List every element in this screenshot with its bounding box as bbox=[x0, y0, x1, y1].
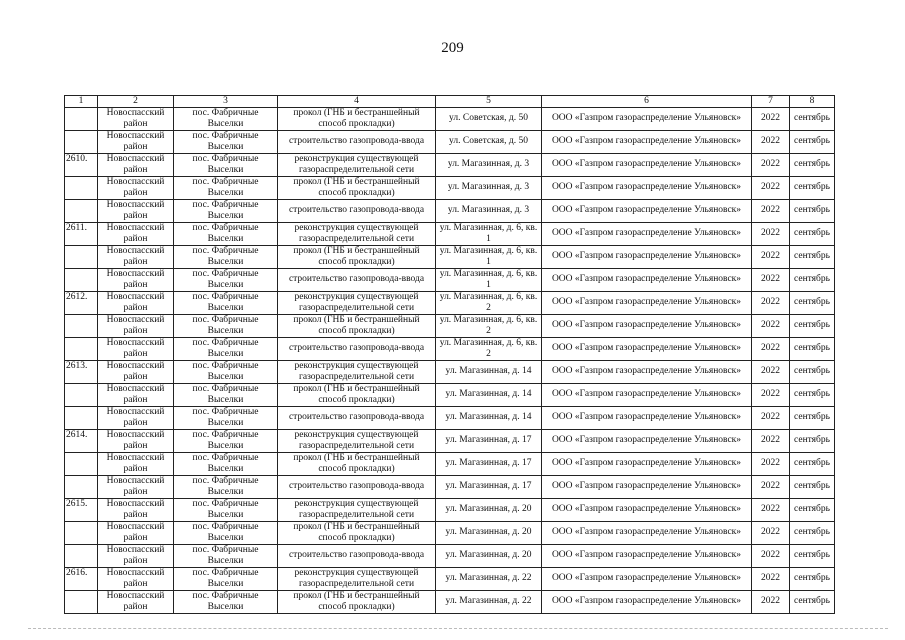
cell-address: ул. Магазинная, д. 14 bbox=[436, 406, 542, 429]
cell-district: Новоспасский район bbox=[98, 360, 174, 383]
cell-organization: ООО «Газпром газораспределение Ульяновск» bbox=[542, 291, 752, 314]
cell-district: Новоспасский район bbox=[98, 268, 174, 291]
cell-month: сентябрь bbox=[790, 567, 835, 590]
cell-month: сентябрь bbox=[790, 360, 835, 383]
cell-work-type: строительство газопровода-ввода bbox=[278, 406, 436, 429]
cell-address: ул. Магазинная, д. 3 bbox=[436, 199, 542, 222]
cell-organization: ООО «Газпром газораспределение Ульяновск» bbox=[542, 406, 752, 429]
cell-month: сентябрь bbox=[790, 176, 835, 199]
cell-month: сентябрь bbox=[790, 383, 835, 406]
table-row bbox=[65, 475, 835, 498]
cell-organization: ООО «Газпром газораспределение Ульяновск» bbox=[542, 245, 752, 268]
cell-address: ул. Магазинная, д. 6, кв. 2 bbox=[436, 337, 542, 360]
cell-settlement: пос. Фабричные Выселки bbox=[174, 130, 278, 153]
cell-settlement: пос. Фабричные Выселки bbox=[174, 222, 278, 245]
cell-year: 2022 bbox=[752, 452, 790, 475]
cell-month: сентябрь bbox=[790, 199, 835, 222]
cell-month: сентябрь bbox=[790, 521, 835, 544]
cell-month: сентябрь bbox=[790, 337, 835, 360]
cell-settlement: пос. Фабричные Выселки bbox=[174, 107, 278, 130]
cell-organization: ООО «Газпром газораспределение Ульяновск» bbox=[542, 360, 752, 383]
cell-address: ул. Магазинная, д. 3 bbox=[436, 176, 542, 199]
page-number: 209 bbox=[441, 40, 464, 56]
page-edge-divider bbox=[28, 628, 888, 629]
cell-address: ул. Магазинная, д. 14 bbox=[436, 360, 542, 383]
cell-month: сентябрь bbox=[790, 429, 835, 452]
cell-work-type: прокол (ГНБ и бестраншейный способ прокладки) bbox=[278, 107, 436, 130]
cell-month: сентябрь bbox=[790, 498, 835, 521]
table-row bbox=[65, 222, 835, 245]
cell-address: ул. Магазинная, д. 6, кв. 1 bbox=[436, 245, 542, 268]
cell-year: 2022 bbox=[752, 383, 790, 406]
cell-settlement: пос. Фабричные Выселки bbox=[174, 521, 278, 544]
cell-settlement: пос. Фабричные Выселки bbox=[174, 199, 278, 222]
cell-month: сентябрь bbox=[790, 107, 835, 130]
cell-address: ул. Магазинная, д. 22 bbox=[436, 567, 542, 590]
column-header: 2 bbox=[98, 96, 174, 108]
cell-work-type: прокол (ГНБ и бестраншейный способ прокладки) bbox=[278, 383, 436, 406]
column-header: 1 bbox=[65, 96, 98, 108]
cell-district: Новоспасский район bbox=[98, 590, 174, 613]
cell-settlement: пос. Фабричные Выселки bbox=[174, 429, 278, 452]
cell-number bbox=[65, 521, 98, 544]
table-row bbox=[65, 567, 835, 590]
cell-settlement: пос. Фабричные Выселки bbox=[174, 406, 278, 429]
cell-work-type: прокол (ГНБ и бестраншейный способ прокладки) bbox=[278, 176, 436, 199]
cell-work-type: реконструкция существующей газораспределительной сети bbox=[278, 360, 436, 383]
cell-district: Новоспасский район bbox=[98, 245, 174, 268]
cell-address: ул. Магазинная, д. 17 bbox=[436, 475, 542, 498]
column-header: 6 bbox=[542, 96, 752, 108]
cell-number: 2614. bbox=[65, 429, 98, 452]
cell-year: 2022 bbox=[752, 521, 790, 544]
table-row bbox=[65, 314, 835, 337]
cell-district: Новоспасский район bbox=[98, 199, 174, 222]
cell-number bbox=[65, 130, 98, 153]
table-row bbox=[65, 383, 835, 406]
cell-work-type: реконструкция существующей газораспределительной сети bbox=[278, 222, 436, 245]
cell-number bbox=[65, 590, 98, 613]
cell-address: ул. Магазинная, д. 20 bbox=[436, 498, 542, 521]
table-row bbox=[65, 130, 835, 153]
cell-year: 2022 bbox=[752, 153, 790, 176]
table-row bbox=[65, 360, 835, 383]
cell-address: ул. Советская, д. 50 bbox=[436, 130, 542, 153]
cell-number bbox=[65, 406, 98, 429]
cell-work-type: реконструкция существующей газораспределительной сети bbox=[278, 153, 436, 176]
cell-work-type: строительство газопровода-ввода bbox=[278, 544, 436, 567]
cell-number bbox=[65, 245, 98, 268]
cell-number: 2616. bbox=[65, 567, 98, 590]
table-row bbox=[65, 176, 835, 199]
column-header: 8 bbox=[790, 96, 835, 108]
cell-year: 2022 bbox=[752, 107, 790, 130]
cell-number: 2611. bbox=[65, 222, 98, 245]
cell-year: 2022 bbox=[752, 268, 790, 291]
cell-year: 2022 bbox=[752, 544, 790, 567]
table-row bbox=[65, 498, 835, 521]
cell-month: сентябрь bbox=[790, 406, 835, 429]
cell-number bbox=[65, 176, 98, 199]
cell-settlement: пос. Фабричные Выселки bbox=[174, 360, 278, 383]
cell-address: ул. Магазинная, д. 6, кв. 2 bbox=[436, 314, 542, 337]
cell-organization: ООО «Газпром газораспределение Ульяновск» bbox=[542, 567, 752, 590]
cell-year: 2022 bbox=[752, 498, 790, 521]
cell-settlement: пос. Фабричные Выселки bbox=[174, 176, 278, 199]
cell-month: сентябрь bbox=[790, 452, 835, 475]
cell-organization: ООО «Газпром газораспределение Ульяновск» bbox=[542, 222, 752, 245]
cell-work-type: реконструкция существующей газораспределительной сети bbox=[278, 498, 436, 521]
cell-work-type: строительство газопровода-ввода bbox=[278, 337, 436, 360]
cell-district: Новоспасский район bbox=[98, 383, 174, 406]
table-row bbox=[65, 268, 835, 291]
cell-number bbox=[65, 337, 98, 360]
cell-organization: ООО «Газпром газораспределение Ульяновск» bbox=[542, 475, 752, 498]
cell-district: Новоспасский район bbox=[98, 176, 174, 199]
cell-district: Новоспасский район bbox=[98, 222, 174, 245]
cell-work-type: прокол (ГНБ и бестраншейный способ прокладки) bbox=[278, 590, 436, 613]
cell-organization: ООО «Газпром газораспределение Ульяновск» bbox=[542, 337, 752, 360]
table-row bbox=[65, 544, 835, 567]
cell-work-type: строительство газопровода-ввода bbox=[278, 130, 436, 153]
cell-number bbox=[65, 452, 98, 475]
header-row bbox=[65, 96, 835, 108]
cell-address: ул. Магазинная, д. 17 bbox=[436, 452, 542, 475]
column-header: 3 bbox=[174, 96, 278, 108]
cell-address: ул. Магазинная, д. 6, кв. 1 bbox=[436, 268, 542, 291]
cell-work-type: реконструкция существующей газораспределительной сети bbox=[278, 429, 436, 452]
cell-month: сентябрь bbox=[790, 268, 835, 291]
cell-settlement: пос. Фабричные Выселки bbox=[174, 268, 278, 291]
cell-address: ул. Магазинная, д. 22 bbox=[436, 590, 542, 613]
cell-settlement: пос. Фабричные Выселки bbox=[174, 475, 278, 498]
table-row bbox=[65, 291, 835, 314]
table-row bbox=[65, 429, 835, 452]
cell-address: ул. Советская, д. 50 bbox=[436, 107, 542, 130]
cell-settlement: пос. Фабричные Выселки bbox=[174, 291, 278, 314]
cell-work-type: прокол (ГНБ и бестраншейный способ прокладки) bbox=[278, 521, 436, 544]
cell-address: ул. Магазинная, д. 20 bbox=[436, 521, 542, 544]
cell-district: Новоспасский район bbox=[98, 406, 174, 429]
cell-organization: ООО «Газпром газораспределение Ульяновск» bbox=[542, 383, 752, 406]
cell-settlement: пос. Фабричные Выселки bbox=[174, 314, 278, 337]
cell-year: 2022 bbox=[752, 176, 790, 199]
column-header: 7 bbox=[752, 96, 790, 108]
cell-work-type: реконструкция существующей газораспределительной сети bbox=[278, 291, 436, 314]
cell-number bbox=[65, 107, 98, 130]
cell-month: сентябрь bbox=[790, 130, 835, 153]
cell-district: Новоспасский район bbox=[98, 498, 174, 521]
cell-settlement: пос. Фабричные Выселки bbox=[174, 383, 278, 406]
cell-organization: ООО «Газпром газораспределение Ульяновск» bbox=[542, 544, 752, 567]
cell-month: сентябрь bbox=[790, 291, 835, 314]
cell-address: ул. Магазинная, д. 6, кв. 1 bbox=[436, 222, 542, 245]
cell-district: Новоспасский район bbox=[98, 521, 174, 544]
table-row bbox=[65, 245, 835, 268]
cell-work-type: строительство газопровода-ввода bbox=[278, 475, 436, 498]
cell-month: сентябрь bbox=[790, 245, 835, 268]
cell-number: 2615. bbox=[65, 498, 98, 521]
cell-organization: ООО «Газпром газораспределение Ульяновск» bbox=[542, 452, 752, 475]
cell-month: сентябрь bbox=[790, 222, 835, 245]
cell-year: 2022 bbox=[752, 360, 790, 383]
cell-month: сентябрь bbox=[790, 544, 835, 567]
cell-district: Новоспасский район bbox=[98, 475, 174, 498]
cell-number bbox=[65, 314, 98, 337]
cell-year: 2022 bbox=[752, 199, 790, 222]
cell-settlement: пос. Фабричные Выселки bbox=[174, 245, 278, 268]
table-row bbox=[65, 590, 835, 613]
cell-year: 2022 bbox=[752, 245, 790, 268]
cell-number bbox=[65, 199, 98, 222]
cell-year: 2022 bbox=[752, 406, 790, 429]
cell-number bbox=[65, 383, 98, 406]
table-row bbox=[65, 452, 835, 475]
cell-settlement: пос. Фабричные Выселки bbox=[174, 567, 278, 590]
cell-district: Новоспасский район bbox=[98, 337, 174, 360]
cell-number bbox=[65, 268, 98, 291]
cell-district: Новоспасский район bbox=[98, 107, 174, 130]
cell-year: 2022 bbox=[752, 475, 790, 498]
cell-organization: ООО «Газпром газораспределение Ульяновск» bbox=[542, 130, 752, 153]
cell-organization: ООО «Газпром газораспределение Ульяновск» bbox=[542, 107, 752, 130]
cell-address: ул. Магазинная, д. 20 bbox=[436, 544, 542, 567]
cell-organization: ООО «Газпром газораспределение Ульяновск» bbox=[542, 199, 752, 222]
table-row bbox=[65, 107, 835, 130]
cell-year: 2022 bbox=[752, 291, 790, 314]
works-table bbox=[64, 95, 835, 614]
cell-address: ул. Магазинная, д. 14 bbox=[436, 383, 542, 406]
table-body bbox=[65, 107, 835, 613]
cell-address: ул. Магазинная, д. 6, кв. 2 bbox=[436, 291, 542, 314]
cell-year: 2022 bbox=[752, 590, 790, 613]
table-row bbox=[65, 406, 835, 429]
cell-settlement: пос. Фабричные Выселки bbox=[174, 337, 278, 360]
cell-work-type: строительство газопровода-ввода bbox=[278, 199, 436, 222]
cell-district: Новоспасский район bbox=[98, 314, 174, 337]
cell-district: Новоспасский район bbox=[98, 544, 174, 567]
cell-district: Новоспасский район bbox=[98, 567, 174, 590]
cell-district: Новоспасский район bbox=[98, 429, 174, 452]
cell-organization: ООО «Газпром газораспределение Ульяновск» bbox=[542, 590, 752, 613]
cell-district: Новоспасский район bbox=[98, 291, 174, 314]
cell-organization: ООО «Газпром газораспределение Ульяновск» bbox=[542, 521, 752, 544]
cell-district: Новоспасский район bbox=[98, 452, 174, 475]
cell-settlement: пос. Фабричные Выселки bbox=[174, 498, 278, 521]
cell-district: Новоспасский район bbox=[98, 153, 174, 176]
cell-organization: ООО «Газпром газораспределение Ульяновск» bbox=[542, 268, 752, 291]
cell-month: сентябрь bbox=[790, 590, 835, 613]
cell-work-type: строительство газопровода-ввода bbox=[278, 268, 436, 291]
cell-year: 2022 bbox=[752, 429, 790, 452]
cell-year: 2022 bbox=[752, 567, 790, 590]
cell-organization: ООО «Газпром газораспределение Ульяновск» bbox=[542, 498, 752, 521]
column-header: 5 bbox=[436, 96, 542, 108]
cell-address: ул. Магазинная, д. 3 bbox=[436, 153, 542, 176]
cell-month: сентябрь bbox=[790, 314, 835, 337]
cell-work-type: реконструкция существующей газораспределительной сети bbox=[278, 567, 436, 590]
cell-month: сентябрь bbox=[790, 475, 835, 498]
cell-settlement: пос. Фабричные Выселки bbox=[174, 590, 278, 613]
column-header: 4 bbox=[278, 96, 436, 108]
table-row bbox=[65, 199, 835, 222]
cell-work-type: прокол (ГНБ и бестраншейный способ прокладки) bbox=[278, 245, 436, 268]
table-row bbox=[65, 521, 835, 544]
cell-work-type: прокол (ГНБ и бестраншейный способ прокладки) bbox=[278, 452, 436, 475]
cell-address: ул. Магазинная, д. 17 bbox=[436, 429, 542, 452]
cell-number bbox=[65, 475, 98, 498]
cell-year: 2022 bbox=[752, 337, 790, 360]
cell-number: 2613. bbox=[65, 360, 98, 383]
cell-settlement: пос. Фабричные Выселки bbox=[174, 452, 278, 475]
table-row bbox=[65, 337, 835, 360]
cell-settlement: пос. Фабричные Выселки bbox=[174, 544, 278, 567]
cell-organization: ООО «Газпром газораспределение Ульяновск» bbox=[542, 314, 752, 337]
cell-organization: ООО «Газпром газораспределение Ульяновск» bbox=[542, 176, 752, 199]
table-row bbox=[65, 153, 835, 176]
cell-district: Новоспасский район bbox=[98, 130, 174, 153]
cell-settlement: пос. Фабричные Выселки bbox=[174, 153, 278, 176]
cell-number bbox=[65, 544, 98, 567]
cell-organization: ООО «Газпром газораспределение Ульяновск» bbox=[542, 153, 752, 176]
cell-organization: ООО «Газпром газораспределение Ульяновск» bbox=[542, 429, 752, 452]
cell-work-type: прокол (ГНБ и бестраншейный способ прокладки) bbox=[278, 314, 436, 337]
cell-number: 2612. bbox=[65, 291, 98, 314]
cell-year: 2022 bbox=[752, 314, 790, 337]
cell-number: 2610. bbox=[65, 153, 98, 176]
cell-year: 2022 bbox=[752, 222, 790, 245]
cell-month: сентябрь bbox=[790, 153, 835, 176]
cell-year: 2022 bbox=[752, 130, 790, 153]
